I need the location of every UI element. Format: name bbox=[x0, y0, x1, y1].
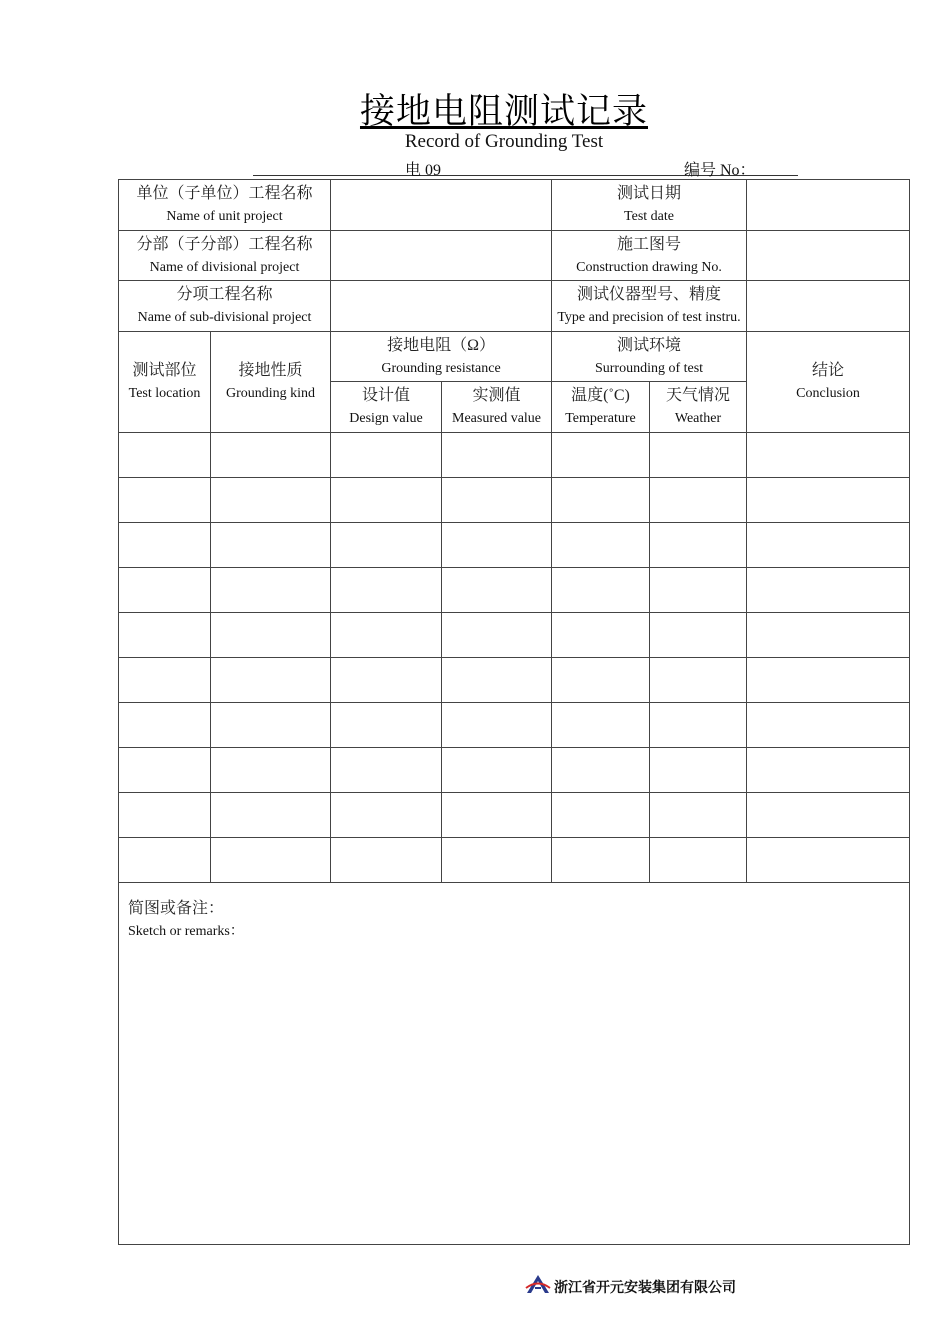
grounding-kind-cell[interactable] bbox=[211, 838, 331, 883]
test-location-cell[interactable] bbox=[119, 703, 211, 748]
label-cn: 测试日期 bbox=[617, 185, 682, 202]
divisional-project-field[interactable] bbox=[331, 231, 552, 281]
header-en: Weather bbox=[674, 411, 722, 426]
header-en: Test location bbox=[128, 386, 201, 401]
unit-project-label bbox=[119, 180, 331, 231]
weather-cell[interactable] bbox=[650, 793, 747, 838]
drawing-no-label bbox=[552, 231, 747, 281]
drawing-no-field[interactable] bbox=[747, 231, 910, 281]
table-row bbox=[119, 478, 910, 523]
weather-cell[interactable] bbox=[650, 523, 747, 568]
label-en: Name of sub-divisional project bbox=[137, 310, 312, 325]
record-number-label: 编号 No： bbox=[684, 162, 756, 179]
grounding-resistance-header bbox=[331, 332, 552, 382]
measured-value-cell[interactable] bbox=[442, 613, 552, 658]
header-cn: 天气情况 bbox=[666, 387, 731, 404]
measured-value-cell[interactable] bbox=[442, 793, 552, 838]
grounding-kind-cell[interactable] bbox=[211, 703, 331, 748]
label-en: Construction drawing No. bbox=[576, 259, 722, 275]
divisional-project-label bbox=[119, 231, 331, 281]
header-cn: 测试环境 bbox=[617, 336, 682, 354]
sub-divisional-project-label bbox=[119, 281, 331, 332]
instrument-label bbox=[552, 281, 747, 332]
header-cn: 设计值 bbox=[362, 387, 411, 404]
header-en: Measured value bbox=[452, 411, 542, 426]
temperature-cell[interactable] bbox=[552, 523, 650, 568]
sub-divisional-project-field[interactable] bbox=[331, 281, 552, 332]
conclusion-cell[interactable] bbox=[747, 748, 910, 793]
weather-cell[interactable] bbox=[650, 838, 747, 883]
conclusion-cell[interactable] bbox=[747, 433, 910, 478]
grounding-kind-cell[interactable] bbox=[211, 568, 331, 613]
company-name: 浙江省开元安装集团有限公司 bbox=[554, 1279, 736, 1296]
header-en: Temperature bbox=[565, 411, 636, 426]
label-cn: 测试仪器型号、精度 bbox=[577, 286, 722, 303]
conclusion-cell[interactable] bbox=[747, 523, 910, 568]
instrument-field[interactable] bbox=[747, 281, 910, 332]
test-date-label bbox=[552, 180, 747, 231]
test-location-cell[interactable] bbox=[119, 478, 211, 523]
header-cn: 测试部位 bbox=[132, 362, 197, 379]
design-value-cell[interactable] bbox=[331, 568, 442, 613]
label-en: Type and precision of test instru. bbox=[557, 310, 741, 325]
design-value-cell[interactable] bbox=[331, 433, 442, 478]
grounding-kind-cell[interactable] bbox=[211, 658, 331, 703]
conclusion-cell[interactable] bbox=[747, 703, 910, 748]
test-location-cell[interactable] bbox=[119, 433, 211, 478]
temperature-cell[interactable] bbox=[552, 793, 650, 838]
grounding-kind-cell[interactable] bbox=[211, 748, 331, 793]
temperature-cell[interactable] bbox=[552, 703, 650, 748]
footer bbox=[525, 1274, 736, 1299]
remarks-row bbox=[119, 883, 910, 1245]
header-cn: 温度(˚C) bbox=[571, 387, 630, 404]
measured-value-cell[interactable] bbox=[442, 838, 552, 883]
header-en: Design value bbox=[349, 411, 423, 426]
conclusion-cell[interactable] bbox=[747, 613, 910, 658]
table-row bbox=[119, 523, 910, 568]
conclusion-cell[interactable] bbox=[747, 478, 910, 523]
weather-header bbox=[650, 382, 747, 433]
header-cn: 实测值 bbox=[472, 387, 521, 404]
weather-cell[interactable] bbox=[650, 658, 747, 703]
test-location-cell[interactable] bbox=[119, 748, 211, 793]
info-row bbox=[119, 281, 910, 332]
form-title-en: Record of Grounding Test bbox=[404, 131, 604, 152]
weather-cell[interactable] bbox=[650, 568, 747, 613]
weather-cell[interactable] bbox=[650, 748, 747, 793]
remarks-label-cn: 简图或备注： bbox=[128, 900, 225, 917]
label-en: Name of unit project bbox=[166, 209, 283, 224]
temperature-cell[interactable] bbox=[552, 613, 650, 658]
test-environment-header bbox=[552, 332, 747, 382]
design-value-cell[interactable] bbox=[331, 703, 442, 748]
label-cn: 分项工程名称 bbox=[176, 286, 273, 303]
label-cn: 分部（子分部）工程名称 bbox=[136, 235, 313, 253]
label-en: Test date bbox=[624, 209, 674, 224]
design-value-cell[interactable] bbox=[331, 748, 442, 793]
temperature-cell[interactable] bbox=[552, 478, 650, 523]
weather-cell[interactable] bbox=[650, 433, 747, 478]
grounding-kind-cell[interactable] bbox=[211, 613, 331, 658]
weather-cell[interactable] bbox=[650, 613, 747, 658]
temperature-cell[interactable] bbox=[552, 658, 650, 703]
test-location-cell[interactable] bbox=[119, 523, 211, 568]
grounding-kind-cell[interactable] bbox=[211, 523, 331, 568]
header-en: Grounding resistance bbox=[381, 360, 501, 376]
test-location-cell[interactable] bbox=[119, 793, 211, 838]
grounding-test-table bbox=[118, 179, 910, 1245]
design-value-cell[interactable] bbox=[331, 793, 442, 838]
measured-value-cell[interactable] bbox=[442, 523, 552, 568]
grounding-kind-cell[interactable] bbox=[211, 433, 331, 478]
design-value-cell[interactable] bbox=[331, 658, 442, 703]
label-cn: 施工图号 bbox=[617, 235, 682, 253]
conclusion-cell[interactable] bbox=[747, 838, 910, 883]
design-value-cell[interactable] bbox=[331, 478, 442, 523]
measured-value-cell[interactable] bbox=[442, 748, 552, 793]
design-value-header bbox=[331, 382, 442, 433]
label-cn: 单位（子单位）工程名称 bbox=[136, 185, 313, 202]
weather-cell[interactable] bbox=[650, 478, 747, 523]
conclusion-header bbox=[747, 332, 910, 433]
remarks-label-en: Sketch or remarks： bbox=[128, 924, 244, 939]
test-date-field[interactable] bbox=[747, 180, 910, 231]
header-en: Grounding kind bbox=[225, 386, 316, 401]
test-location-cell[interactable] bbox=[119, 658, 211, 703]
grounding-kind-header bbox=[211, 332, 331, 433]
measured-value-cell[interactable] bbox=[442, 703, 552, 748]
measured-value-cell[interactable] bbox=[442, 478, 552, 523]
temperature-header bbox=[552, 382, 650, 433]
header-en: Conclusion bbox=[796, 386, 860, 401]
table-row bbox=[119, 703, 910, 748]
info-row bbox=[119, 231, 910, 281]
header-cn: 接地电阻（Ω） bbox=[387, 336, 495, 354]
label-en: Name of divisional project bbox=[149, 259, 300, 275]
measured-value-cell[interactable] bbox=[442, 658, 552, 703]
temperature-cell[interactable] bbox=[552, 568, 650, 613]
header-cn: 接地性质 bbox=[238, 362, 303, 379]
test-location-cell[interactable] bbox=[119, 838, 211, 883]
unit-project-field[interactable] bbox=[331, 180, 552, 231]
header-cn: 结论 bbox=[812, 362, 845, 379]
table-row bbox=[119, 658, 910, 703]
design-value-cell[interactable] bbox=[331, 523, 442, 568]
temperature-cell[interactable] bbox=[552, 748, 650, 793]
measured-value-header bbox=[442, 382, 552, 433]
table-row bbox=[119, 838, 910, 883]
company-logo-icon bbox=[525, 1274, 551, 1299]
table-row bbox=[119, 613, 910, 658]
temperature-cell[interactable] bbox=[552, 433, 650, 478]
remarks-area[interactable] bbox=[119, 883, 910, 1245]
conclusion-cell[interactable] bbox=[747, 658, 910, 703]
grounding-kind-cell[interactable] bbox=[211, 793, 331, 838]
conclusion-cell[interactable] bbox=[747, 793, 910, 838]
test-location-header bbox=[119, 332, 211, 433]
design-value-cell[interactable] bbox=[331, 613, 442, 658]
test-location-cell[interactable] bbox=[119, 613, 211, 658]
table-row bbox=[119, 748, 910, 793]
header-en: Surrounding of test bbox=[594, 360, 704, 376]
info-row bbox=[119, 180, 910, 231]
weather-cell[interactable] bbox=[650, 703, 747, 748]
measured-value-cell[interactable] bbox=[442, 433, 552, 478]
test-location-cell[interactable] bbox=[119, 568, 211, 613]
table-row bbox=[119, 568, 910, 613]
measured-value-cell[interactable] bbox=[442, 568, 552, 613]
design-value-cell[interactable] bbox=[331, 838, 442, 883]
conclusion-cell[interactable] bbox=[747, 568, 910, 613]
column-header-row bbox=[119, 332, 910, 382]
temperature-cell[interactable] bbox=[552, 838, 650, 883]
form-code: 电 09 bbox=[405, 162, 442, 179]
table-row bbox=[119, 793, 910, 838]
grounding-kind-cell[interactable] bbox=[211, 478, 331, 523]
form-title-cn: 接地电阻测试记录 bbox=[359, 92, 648, 132]
table-row bbox=[119, 433, 910, 478]
